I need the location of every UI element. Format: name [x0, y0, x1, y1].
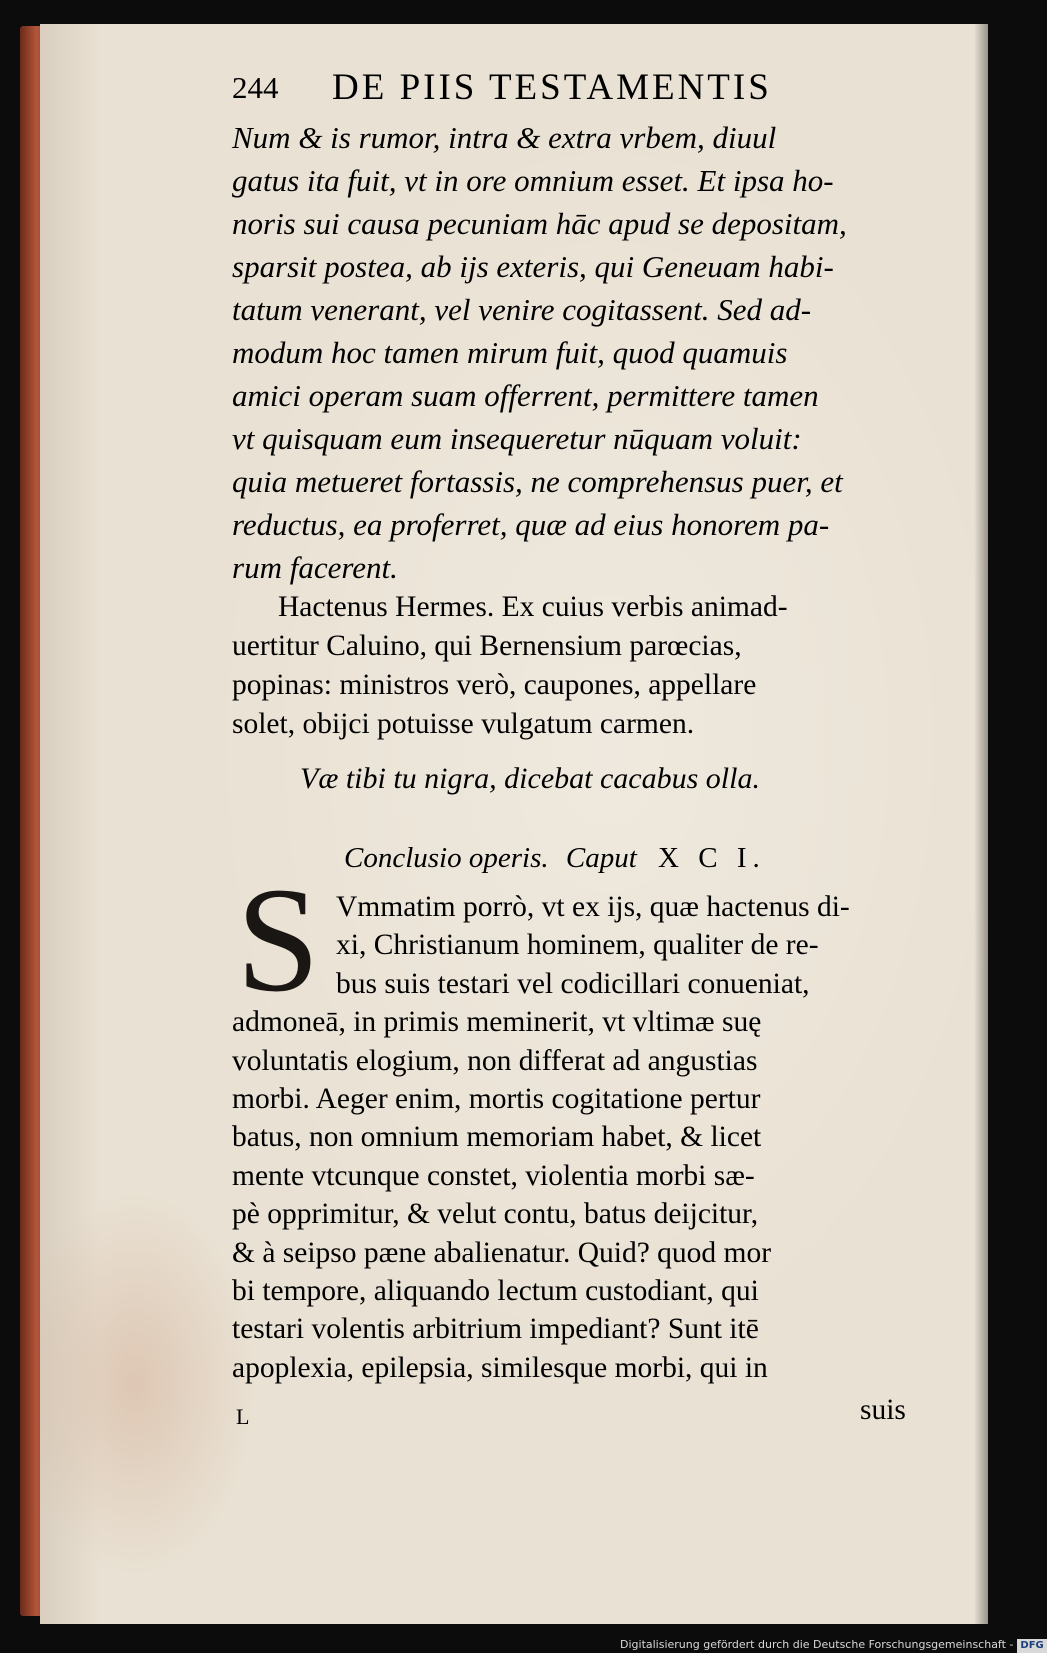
text-line: mente vtcunque constet, violentia morbi sæ-: [232, 1159, 755, 1192]
text-line: tatum venerant, vel venire cogitassent. Sed ad-: [232, 292, 812, 327]
page-gutter-shadow: [974, 24, 988, 1624]
text-line: gatus ita fuit, vt in ore omnium esset. Et ipsa ho-: [232, 163, 834, 198]
page-header: [232, 66, 892, 116]
text-line: sparsit postea, ab ijs exteris, qui Geneuam habi-: [232, 249, 834, 284]
text-line: vt quisquam eum insequeretur nūquam voluit:: [232, 421, 802, 456]
text-line: modum hoc tamen mirum fuit, quod quamuis: [232, 335, 788, 370]
text-line: voluntatis elogium, non differat ad angustias: [232, 1044, 758, 1077]
catchword: suis: [860, 1394, 906, 1426]
text-line: & à seipso pæne abalienatur. Quid? quod mor: [232, 1236, 772, 1269]
text-line: testari volentis arbitrium impediant? Sunt itē: [232, 1313, 759, 1346]
funding-footer: [620, 1636, 1044, 1653]
text-line: uertitur Caluino, qui Bernensium parœcias,: [232, 630, 742, 662]
decorated-initial: S: [236, 857, 320, 1023]
text-line: bus suis testari vel codicillari conueniat,: [336, 967, 810, 1000]
text-line: solet, obijci potuisse vulgatum carmen.: [232, 708, 695, 740]
text-line: morbi. Aeger enim, mortis cogitatione pertur: [232, 1082, 761, 1115]
text-line: admoneā, in primis meminerit, vt vltimæ suę: [232, 1006, 762, 1039]
text-line: Vmmatim porrò, vt ex ijs, quæ hactenus di-: [336, 891, 850, 923]
text-line: reductus, ea proferret, quæ ad eius honorem pa-: [232, 507, 830, 542]
funding-text: Digitalisierung gefördert durch die Deutsche Forschungsgemeinschaft -: [620, 1638, 1014, 1651]
text-line: xi, Christianum hominem, qualiter de re-: [336, 929, 819, 962]
text-line: pè opprimitur, & velut contu, batus deijcitur,: [232, 1198, 759, 1231]
signature-mark: L: [236, 1404, 250, 1429]
text-line: apoplexia, epilepsia, similesque morbi, qui in: [232, 1351, 768, 1384]
chapter-body: [232, 888, 922, 1387]
chapter-heading: [344, 842, 766, 875]
chapter-caput-label: Caput: [565, 842, 637, 874]
text-line: Num & is rumor, intra & extra vrbem, diuul: [232, 120, 777, 155]
chapter-title: Conclusio operis.: [344, 842, 549, 874]
dfg-logo-icon: DFG: [1017, 1639, 1046, 1653]
text-line: batus, non omnium memoriam habet, & licet: [232, 1121, 762, 1154]
chapter-number: X C I.: [658, 842, 766, 874]
running-title: DE PIIS TESTAMENTIS: [332, 67, 772, 108]
text-line: quia metueret fortassis, ne comprehensus puer, et: [232, 464, 843, 499]
text-line: popinas: ministros verò, caupones, appellare: [232, 669, 757, 701]
page-number: 244: [232, 70, 279, 105]
text-line: rum facerent.: [232, 550, 398, 585]
italic-quotation: [232, 116, 912, 589]
text-line: bi tempore, aliquando lectum custodiant, qui: [232, 1274, 759, 1307]
commentary-paragraph: [232, 588, 922, 744]
text-line: Hactenus Hermes. Ex cuius verbis animad-: [278, 591, 788, 623]
verse-line: Væ tibi tu nigra, dicebat cacabus olla.: [300, 762, 760, 795]
text-line: amici operam suam offerrent, permittere tamen: [232, 378, 819, 413]
text-line: noris sui causa pecuniam hāc apud se depositam,: [232, 206, 847, 241]
